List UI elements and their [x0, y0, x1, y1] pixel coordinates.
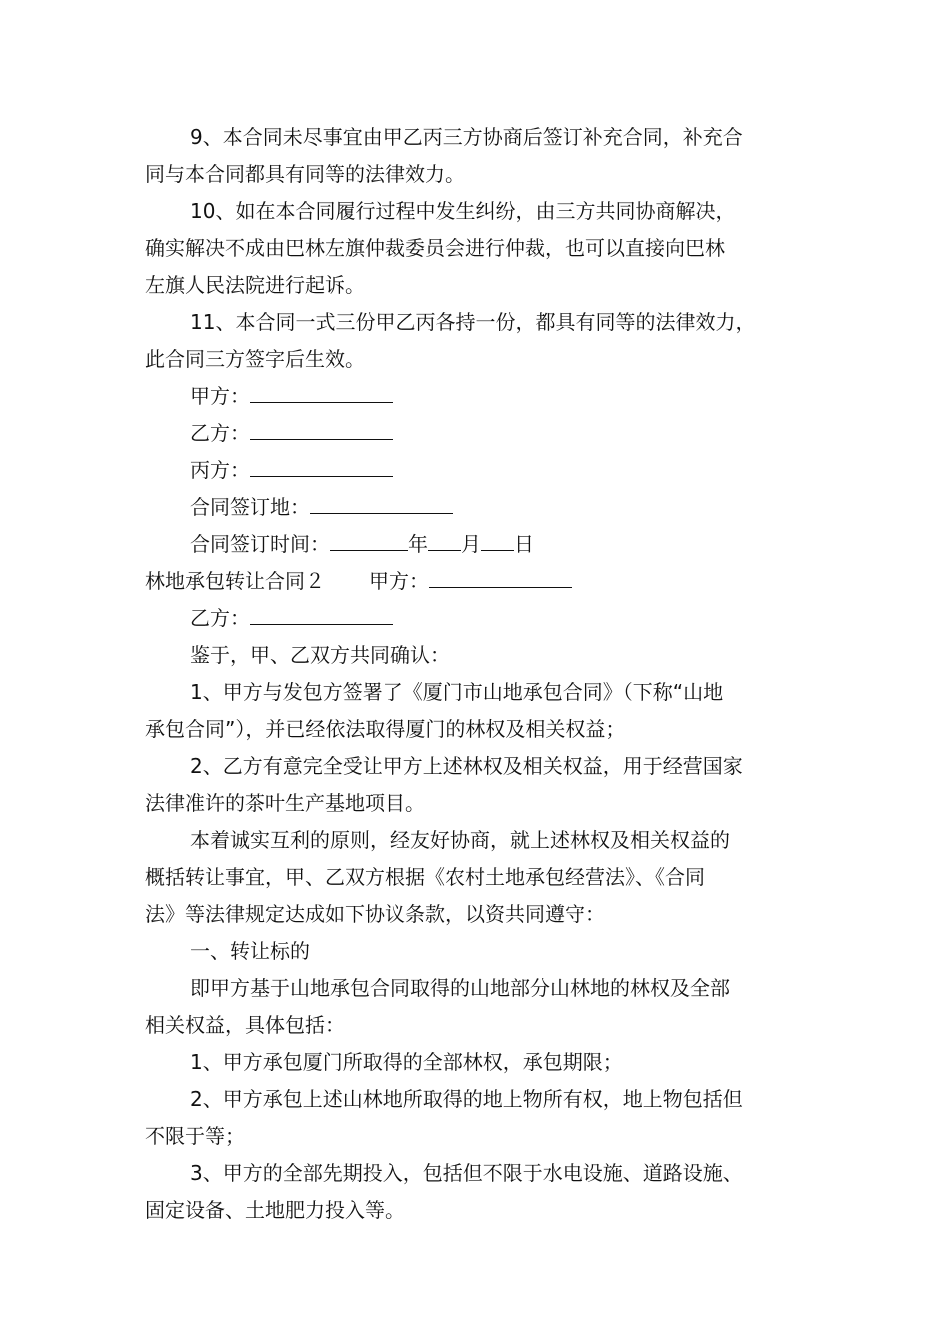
recital-2-line-2: 法律准许的茶叶生产基地项目。: [145, 791, 425, 815]
section-1-heading: 一、转让标的: [190, 939, 310, 963]
recital-1-line-1: 1、甲方与发包方签署了《厦门市山地承包合同》（下称“山地: [190, 680, 724, 704]
party-a-signature-line: [190, 384, 393, 408]
clause-11-line-1: 11、本合同一式三份甲乙丙各持一份，都具有同等的法律效力，: [190, 310, 756, 334]
sign-place-line: [190, 495, 453, 519]
clause-9-line-2: 同与本合同都具有同等的法律效力。: [145, 162, 465, 186]
party-b2-label: 乙方：: [190, 606, 250, 630]
sign-time-line: [190, 532, 534, 556]
month-label: 月: [461, 532, 481, 556]
party-b-label: 乙方：: [190, 421, 250, 445]
clause-9-line-1: 9、本合同未尽事宜由甲乙丙三方协商后签订补充合同，补充合: [190, 125, 743, 149]
day-blank: [481, 532, 514, 551]
item-2-line-1: 2、甲方承包上述山林地所取得的地上物所有权，地上物包括但: [190, 1087, 743, 1111]
year-label: 年: [408, 532, 428, 556]
section-1-line-1: 即甲方基于山地承包合同取得的山地部分山林地的林权及全部: [190, 976, 730, 1000]
party-a2-label: 甲方：: [369, 569, 429, 593]
party-b-blank: [250, 421, 393, 440]
item-3-line-1: 3、甲方的全部先期投入，包括但不限于水电设施、道路设施、: [190, 1161, 743, 1185]
party-c-signature-line: [190, 458, 393, 482]
recital-heading: 鉴于，甲、乙双方共同确认：: [190, 643, 450, 667]
clause-11-line-2: 此合同三方签字后生效。: [145, 347, 365, 371]
party-c-label: 丙方：: [190, 458, 250, 482]
section-1-line-2: 相关权益，具体包括：: [145, 1013, 345, 1037]
intro-line-2: 概括转让事宜，甲、乙双方根据《农村土地承包经营法》、《合同: [145, 865, 705, 889]
day-label: 日: [514, 532, 534, 556]
sign-place-blank: [310, 495, 453, 514]
recital-2-line-1: 2、乙方有意完全受让甲方上述林权及相关权益，用于经营国家: [190, 754, 743, 778]
month-blank: [428, 532, 461, 551]
sign-time-label: 合同签订时间：: [190, 532, 330, 556]
party-b2-line: [190, 606, 393, 630]
clause-10-line-3: 左旗人民法院进行起诉。: [145, 273, 365, 297]
item-1: 1、甲方承包厦门所取得的全部林权，承包期限；: [190, 1050, 623, 1074]
party-b2-blank: [250, 606, 393, 625]
year-blank: [330, 532, 408, 551]
party-b-signature-line: [190, 421, 393, 445]
intro-line-1: 本着诚实互利的原则，经友好协商，就上述林权及相关权益的: [190, 828, 730, 852]
sign-place-label: 合同签订地：: [190, 495, 310, 519]
party-a-blank: [250, 384, 393, 403]
item-2-line-2: 不限于等；: [145, 1124, 245, 1148]
intro-line-3: 法》等法律规定达成如下协议条款，以资共同遵守：: [145, 902, 605, 926]
item-3-line-2: 固定设备、土地肥力投入等。: [145, 1198, 405, 1222]
contract-2-title: 林地承包转让合同２: [145, 569, 325, 593]
contract-2-title-line: [145, 569, 572, 593]
party-c-blank: [250, 458, 393, 477]
clause-10-line-2: 确实解决不成由巴林左旗仲裁委员会进行仲裁，也可以直接向巴林: [145, 236, 725, 260]
party-a-label: 甲方：: [190, 384, 250, 408]
recital-1-line-2: 承包合同”），并已经依法取得厦门的林权及相关权益；: [145, 717, 626, 741]
clause-10-line-1: 10、如在本合同履行过程中发生纠纷，由三方共同协商解决，: [190, 199, 736, 223]
party-a2-blank: [429, 569, 572, 588]
